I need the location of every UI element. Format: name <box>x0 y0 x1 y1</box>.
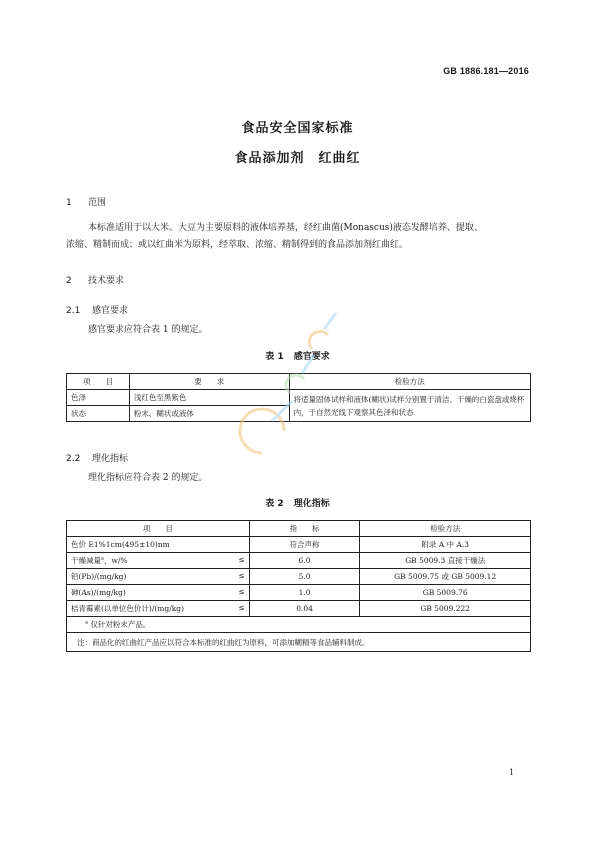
cell-item: 色泽 <box>67 390 130 406</box>
less-equal-sign: ≤ <box>238 603 245 612</box>
caption-label: 表 2 <box>265 499 284 509</box>
caption-label: 表 1 <box>265 352 284 362</box>
table-row <box>67 601 531 617</box>
cell-method: GB 5009.76 <box>360 585 531 601</box>
subtitle-part2: 红曲红 <box>318 151 361 166</box>
caption-title: 理化指标 <box>293 499 330 509</box>
cell-requirement: 粉末、糊状或液体 <box>129 406 289 422</box>
section-1-paragraph <box>66 220 532 254</box>
footnote-mark: a <box>85 619 88 626</box>
section-title: 范围 <box>88 198 107 208</box>
section-1-heading <box>66 195 106 208</box>
cell-value: 5.0 <box>249 569 360 585</box>
section-title: 感官要求 <box>92 306 129 316</box>
cell-method: GB 5009.222 <box>360 601 531 617</box>
cell-requirement: 浅红色至黑紫色 <box>129 390 289 406</box>
footnote-ref: a <box>101 555 104 562</box>
cell-item <box>67 553 250 569</box>
table-note <box>67 633 531 652</box>
table-row <box>67 585 531 601</box>
cell-method: 附录 A 中 A.3 <box>360 537 531 553</box>
footnote-text: 仅针对粉末产品。 <box>90 620 151 629</box>
table-row <box>67 537 531 553</box>
section-2-1-paragraph: 感官要求应符合表 1 的规定。 <box>88 325 208 335</box>
section-2-heading <box>66 273 124 286</box>
cell-value: 1.0 <box>249 585 360 601</box>
table-header-row <box>67 521 531 537</box>
item-text: 桔青霉素(以单位色价计)/(mg/kg) <box>71 604 185 613</box>
section-title: 理化指标 <box>92 454 129 464</box>
section-number: 2 <box>66 276 72 286</box>
table-row <box>67 553 531 569</box>
cell-value: 0.04 <box>249 601 360 617</box>
less-equal-sign: ≤ <box>238 571 245 580</box>
cell-method: GB 5009.75 或 GB 5009.12 <box>360 569 531 585</box>
table-row <box>67 569 531 585</box>
cell-item <box>67 569 250 585</box>
cell-item <box>67 601 250 617</box>
item-text: 铅(Pb)/(mg/kg) <box>71 572 127 581</box>
page-number: 1 <box>509 768 515 777</box>
note-label: 注： <box>77 637 92 647</box>
cell-value: 符合声称 <box>249 537 360 553</box>
note-text: 商品化的红曲红产品应以符合本标准的红曲红为原料，可添加糊精等食品辅料制成。 <box>92 637 370 647</box>
section-number: 1 <box>66 198 72 208</box>
header-method: 检验方法 <box>289 374 530 390</box>
table-2-caption <box>0 496 595 509</box>
cloud-watermark-logo <box>232 303 352 463</box>
item-text: 干燥减量 <box>71 556 101 565</box>
section-2-1-heading <box>66 303 128 316</box>
cell-method: GB 5009.3 直接干燥法 <box>360 553 531 569</box>
physicochemical-indicators-table <box>66 520 531 652</box>
header-method: 检验方法 <box>360 521 531 537</box>
section-title: 技术要求 <box>88 276 125 286</box>
standard-code: GB 1886.181—2016 <box>443 66 529 76</box>
cell-method: 将适量固体试样和液体(糊状)试样分别置于清洁、干燥的白瓷盘或烧杯内，于自然光线下观察其色泽和状态 <box>289 390 530 422</box>
section-number: 2.2 <box>66 454 81 464</box>
less-equal-sign: ≤ <box>238 587 245 596</box>
less-equal-sign: ≤ <box>238 555 245 564</box>
paragraph-line: 本标准适用于以大米、大豆为主要原料的液体培养基，经红曲菌(Monascus)液态发酵培养、提取、 <box>88 223 483 233</box>
header-requirement: 要 求 <box>129 374 289 390</box>
table-footnote <box>67 617 531 633</box>
document-title: 食品安全国家标准 <box>241 121 354 136</box>
header-item: 项 目 <box>67 374 130 390</box>
cell-item: 色价 E1%1cm(495±10)nm <box>67 537 250 553</box>
cell-item <box>67 585 250 601</box>
caption-title: 感官要求 <box>293 352 330 362</box>
table-note-row <box>67 633 531 652</box>
header-indicator: 指 标 <box>249 521 360 537</box>
document-subtitle <box>0 147 595 166</box>
cell-value: 6.0 <box>249 553 360 569</box>
item-text: 砷(As)/(mg/kg) <box>71 588 126 597</box>
table-footnote-row <box>67 617 531 633</box>
item-unit: ，w/% <box>103 556 128 565</box>
header-item: 项 目 <box>67 521 250 537</box>
subtitle-part1: 食品添加剂 <box>234 151 305 166</box>
section-2-2-heading <box>66 451 128 464</box>
paragraph-line: 浓缩、精制而成；或以红曲米为原料，经萃取、浓缩、精制得到的食品添加剂红曲红。 <box>66 240 409 250</box>
cell-item: 状态 <box>67 406 130 422</box>
section-number: 2.1 <box>66 306 81 316</box>
section-2-2-paragraph: 理化指标应符合表 2 的规定。 <box>88 473 208 483</box>
